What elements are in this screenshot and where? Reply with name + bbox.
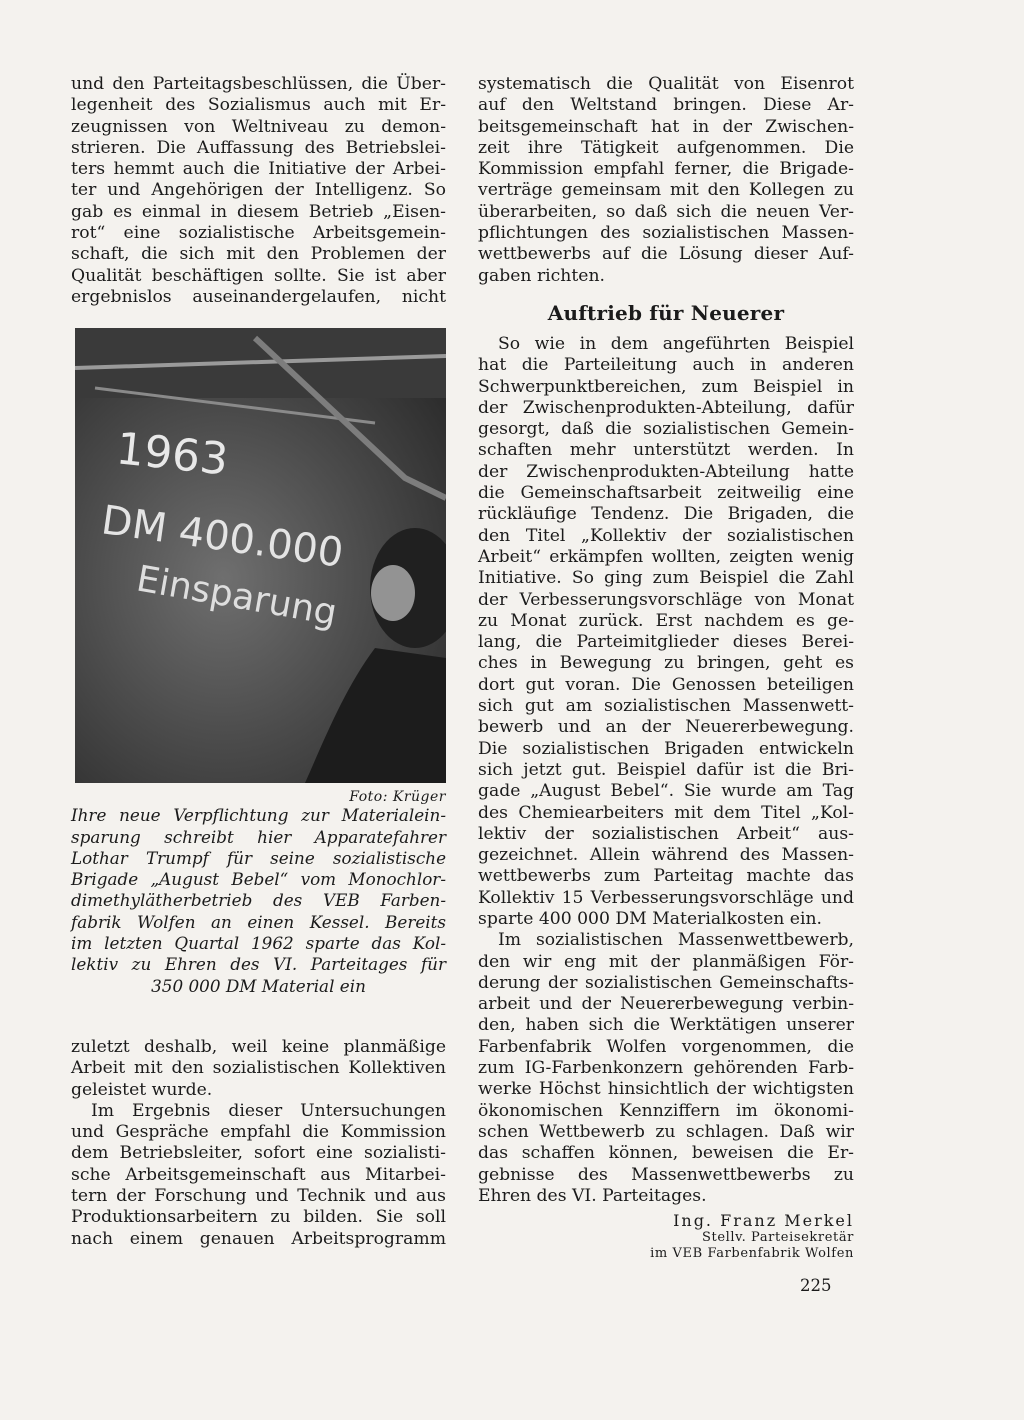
chalk-text-year: 1963 xyxy=(113,423,231,486)
caption-line: lektiv zu Ehren des VI. Parteitages für xyxy=(71,954,446,975)
text-line: zum IG-Farbenkonzern gehörenden Farb- xyxy=(478,1058,854,1079)
right-paragraph-2 xyxy=(478,334,854,930)
right-column xyxy=(478,74,854,1262)
text-line: geleistet wurde. xyxy=(71,1079,213,1100)
chalk-text-savings: Einsparung xyxy=(133,558,341,635)
caption-line: 350 000 DM Material ein xyxy=(151,975,366,996)
text-line: ters hemmt auch die Initiative der Arbei- xyxy=(71,159,446,180)
right-paragraph-1 xyxy=(478,74,854,287)
photo-credit: Foto: Krüger xyxy=(349,789,446,806)
text-line: dort gut voran. Die Genossen beteiligen xyxy=(478,674,854,695)
text-line: Farbenfabrik Wolfen vorgenommen, die xyxy=(478,1036,854,1057)
text-line: und den Parteitagsbeschlüssen, die Über- xyxy=(71,74,446,94)
text-line: Im sozialistischen Massenwettbewerb, xyxy=(498,930,854,951)
text-line: derung der sozialistischen Gemeinschafts- xyxy=(478,972,854,993)
text-line: Produktionsarbeitern zu bilden. Sie soll xyxy=(71,1207,446,1228)
text-line: den wir eng mit der planmäßigen För- xyxy=(478,951,854,972)
text-line: Arbeit“ erkämpfen wollten, zeigten wenig xyxy=(478,546,854,567)
section-heading: Auftrieb für Neuerer xyxy=(547,300,785,325)
text-line: Die sozialistischen Brigaden entwickeln xyxy=(478,738,854,759)
text-line: lang, die Parteimitglieder dieses Berei- xyxy=(478,632,854,653)
text-line: lektiv der sozialistischen Arbeit“ aus- xyxy=(478,823,854,844)
text-line: Schwerpunktbereichen, zum Beispiel in xyxy=(478,376,854,397)
text-line: Ehren des VI. Parteitages. xyxy=(478,1185,707,1206)
text-line: Kommission empfahl ferner, die Brigade- xyxy=(478,159,854,180)
caption-line: im letzten Quartal 1962 sparte das Kol- xyxy=(71,933,446,954)
text-line: rot“ eine sozialistische Arbeitsgemein- xyxy=(71,223,446,244)
text-line: sparte 400 000 DM Materialkosten ein. xyxy=(478,908,822,929)
text-line: wettbewerbs zum Parteitag machte das xyxy=(478,866,854,887)
text-line: und Gespräche empfahl die Kommission xyxy=(71,1122,446,1143)
text-line: der Verbesserungsvorschläge von Monat xyxy=(478,589,854,610)
text-line: systematisch die Qualität von Eisenrot xyxy=(478,74,854,94)
text-line: ter und Angehörigen der Intelligenz. So xyxy=(71,180,446,201)
text-line: Qualität beschäftigen sollte. Sie ist aber xyxy=(71,265,446,286)
text-line: sche Arbeitsgemeinschaft aus Mitarbei- xyxy=(71,1164,446,1185)
text-line: bewerb und an der Neuererbewegung. xyxy=(478,717,854,738)
text-line: zu Monat zurück. Erst nachdem es ge- xyxy=(478,610,854,631)
text-line: wettbewerbs auf die Lösung dieser Auf- xyxy=(478,244,854,265)
page-number: 225 xyxy=(800,1276,832,1295)
author-name: Ing. Franz Merkel xyxy=(673,1211,854,1231)
left-paragraph-2 xyxy=(71,1037,446,1101)
text-line: zeit ihre Tätigkeit aufgenommen. Die xyxy=(478,137,854,158)
left-paragraph-3 xyxy=(71,1101,446,1250)
text-line: zuletzt deshalb, weil keine planmäßige xyxy=(71,1036,446,1057)
caption-line: dimethylätherbetrieb des VEB Farben- xyxy=(71,890,446,911)
text-line: hat die Parteileitung auch in anderen xyxy=(478,355,854,376)
text-line: zeugnissen von Weltniveau zu demon- xyxy=(71,116,446,137)
text-line: pflichtungen des sozialistischen Massen- xyxy=(478,223,854,244)
text-line: strieren. Die Auffassung des Betriebslei- xyxy=(71,137,446,158)
text-line: gezeichnet. Allein während des Massen- xyxy=(478,845,854,866)
text-line: ches in Bewegung zu bringen, geht es xyxy=(478,653,854,674)
text-line: ökonomischen Kennziffern im ökonomi- xyxy=(478,1100,854,1121)
text-line: schaften mehr unterstützt werden. In xyxy=(478,440,854,461)
text-line: schaft, die sich mit den Problemen der xyxy=(71,244,446,265)
caption-line: Brigade „August Bebel“ vom Monochlor- xyxy=(71,869,446,890)
text-line: der Zwischenprodukten-Abteilung, dafür xyxy=(478,397,854,418)
text-line: dem Betriebsleiter, sofort eine sozialisti- xyxy=(71,1143,446,1164)
caption-line: fabrik Wolfen an einen Kessel. Bereits xyxy=(71,911,446,932)
chalk-text-amount: DM 400.000 xyxy=(98,497,347,578)
author-workplace: im VEB Farbenfabrik Wolfen xyxy=(650,1246,854,1262)
text-line: Arbeit mit den sozialistischen Kollektiven xyxy=(71,1058,446,1079)
author-role: Stellv. Parteisekretär xyxy=(702,1230,854,1246)
text-line: Initiative. So ging zum Beispiel die Zahl xyxy=(478,568,854,589)
text-line: Im Ergebnis dieser Untersuchungen xyxy=(91,1100,446,1121)
caption-line: sparung schreibt hier Apparatefahrer xyxy=(71,826,446,847)
text-line: sich jetzt gut. Beispiel dafür ist die Bri- xyxy=(478,759,854,780)
text-line: verträge gemeinsam mit den Kollegen zu xyxy=(478,180,854,201)
text-line: des Chemiearbeiters mit dem Titel „Kol- xyxy=(478,802,854,823)
photo-caption xyxy=(71,805,446,997)
text-line: gebnisse des Massenwettbewerbs zu xyxy=(478,1164,854,1185)
text-line: Kollektiv 15 Verbesserungsvorschläge und xyxy=(478,887,854,908)
text-line: der Zwischenprodukten-Abteilung hatte xyxy=(478,461,854,482)
text-line: arbeit und der Neuererbewegung verbin- xyxy=(478,994,854,1015)
text-line: auf den Weltstand bringen. Diese Ar- xyxy=(478,95,854,116)
caption-line: Ihre neue Verpflichtung zur Materialein- xyxy=(71,805,446,826)
text-line: gab es einmal in diesem Betrieb „Eisen- xyxy=(71,201,446,222)
text-line: ergebnislos auseinandergelaufen, nicht xyxy=(71,286,446,307)
text-line: nach einem genauen Arbeitsprogramm xyxy=(71,1228,446,1249)
text-line: werke Höchst hinsichtlich der wichtigsten xyxy=(478,1079,854,1100)
text-line: tern der Forschung und Technik und aus xyxy=(71,1186,446,1207)
text-line: den, haben sich die Werktätigen unserer xyxy=(478,1015,854,1036)
text-line: rückläufige Tendenz. Die Brigaden, die xyxy=(478,504,854,525)
text-line: beitsgemeinschaft hat in der Zwischen- xyxy=(478,116,854,137)
left-paragraph-1 xyxy=(71,74,446,308)
left-column xyxy=(71,74,446,1250)
text-line: So wie in dem angeführten Beispiel xyxy=(498,333,854,354)
text-line: schen Wettbewerb zu schlagen. Daß wir xyxy=(478,1121,854,1142)
text-line: gade „August Bebel“. Sie wurde am Tag xyxy=(478,781,854,802)
text-line: sich gut am sozialistischen Massenwett- xyxy=(478,696,854,717)
news-photo xyxy=(75,328,446,783)
text-line: das schaffen können, beweisen die Er- xyxy=(478,1143,854,1164)
text-line: gaben richten. xyxy=(478,265,605,286)
photo-illustration xyxy=(75,328,446,783)
text-line: den Titel „Kollektiv der sozialistischen xyxy=(478,525,854,546)
text-line: die Gemeinschaftsarbeit zeitweilig eine xyxy=(478,483,854,504)
text-line: gesorgt, daß die sozialistischen Gemein- xyxy=(478,419,854,440)
text-line: legenheit des Sozialismus auch mit Er- xyxy=(71,95,446,116)
text-line: überarbeiten, so daß sich die neuen Ver- xyxy=(478,201,854,222)
right-paragraph-3 xyxy=(478,930,854,1207)
author-signature xyxy=(478,1211,854,1262)
caption-line: Lothar Trumpf für seine sozialistische xyxy=(71,847,446,868)
